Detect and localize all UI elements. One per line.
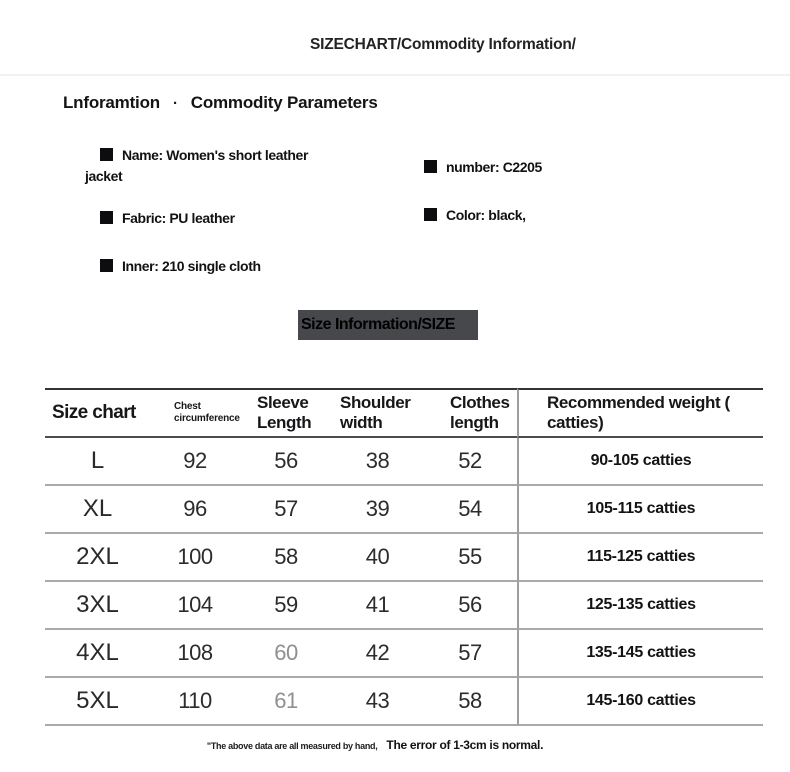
section-heading-info: Lnforamtion [63, 93, 160, 112]
chest-value: 110 [150, 678, 240, 726]
weight-value: 115-125 catties [517, 534, 763, 582]
shoulder-value: 40 [332, 534, 423, 582]
section-heading [63, 93, 378, 113]
param-number-label: number: C2205 [446, 159, 542, 175]
chest-value: 104 [150, 582, 240, 630]
sleeve-value: 59 [240, 582, 332, 630]
bullet-square-icon [100, 211, 113, 224]
sleeve-value: 58 [240, 534, 332, 582]
clothes-value: 52 [423, 438, 517, 486]
chest-value: 108 [150, 630, 240, 678]
weight-value: 105-115 catties [517, 486, 763, 534]
param-inner-label: Inner: 210 single cloth [122, 258, 261, 274]
param-fabric-label: Fabric: PU leather [122, 210, 235, 226]
footnote-large-text: The error of 1-3cm is normal. [386, 738, 544, 752]
clothes-value: 57 [423, 630, 517, 678]
size-label: XL [45, 486, 150, 534]
size-info-banner: Size Information/SIZE [298, 310, 478, 340]
footnote-small-text: "The above data are all measured by hand, [206, 741, 378, 751]
clothes-value: 56 [423, 582, 517, 630]
footnote [0, 736, 770, 754]
shoulder-value: 38 [332, 438, 423, 486]
shoulder-value: 42 [332, 630, 423, 678]
sleeve-value: 60 [240, 630, 332, 678]
clothes-value: 54 [423, 486, 517, 534]
page-title: SIZECHART/Commodity Information/ [310, 36, 576, 53]
bullet-square-icon [100, 148, 113, 161]
col-header-chest: Chest circumference [150, 388, 240, 438]
weight-value: 135-145 catties [517, 630, 763, 678]
bullet-square-icon [424, 160, 437, 173]
weight-value: 125-135 catties [517, 582, 763, 630]
size-label: 2XL [45, 534, 150, 582]
dot-separator-icon: · [172, 95, 178, 112]
param-name-label: Name: Women's short leather jacket [85, 147, 308, 184]
sleeve-value: 61 [240, 678, 332, 726]
size-label: 3XL [45, 582, 150, 630]
col-header-sleeve: Sleeve Length [240, 388, 332, 438]
chest-value: 100 [150, 534, 240, 582]
size-label: 4XL [45, 630, 150, 678]
param-number [424, 157, 542, 178]
size-label: L [45, 438, 150, 486]
divider [0, 74, 790, 76]
sleeve-value: 57 [240, 486, 332, 534]
shoulder-value: 43 [332, 678, 423, 726]
weight-value: 90-105 catties [517, 438, 763, 486]
clothes-value: 58 [423, 678, 517, 726]
shoulder-value: 39 [332, 486, 423, 534]
param-color [424, 205, 526, 226]
bullet-square-icon [424, 208, 437, 221]
param-inner [100, 256, 261, 277]
col-header-size-chart: Size chart [45, 388, 150, 438]
bullet-square-icon [100, 259, 113, 272]
param-fabric [100, 208, 235, 229]
section-heading-parameters: Commodity Parameters [190, 93, 378, 112]
param-color-label: Color: black, [446, 207, 526, 223]
size-table [45, 388, 763, 726]
col-header-weight: Recommended weight ( catties) [517, 388, 763, 438]
col-header-shoulder: Shoulder width [332, 388, 423, 438]
col-header-clothes: Clothes length [423, 388, 517, 438]
weight-value: 145-160 catties [517, 678, 763, 726]
param-name [85, 145, 337, 187]
size-label: 5XL [45, 678, 150, 726]
clothes-value: 55 [423, 534, 517, 582]
shoulder-value: 41 [332, 582, 423, 630]
chest-value: 96 [150, 486, 240, 534]
chest-value: 92 [150, 438, 240, 486]
sleeve-value: 56 [240, 438, 332, 486]
